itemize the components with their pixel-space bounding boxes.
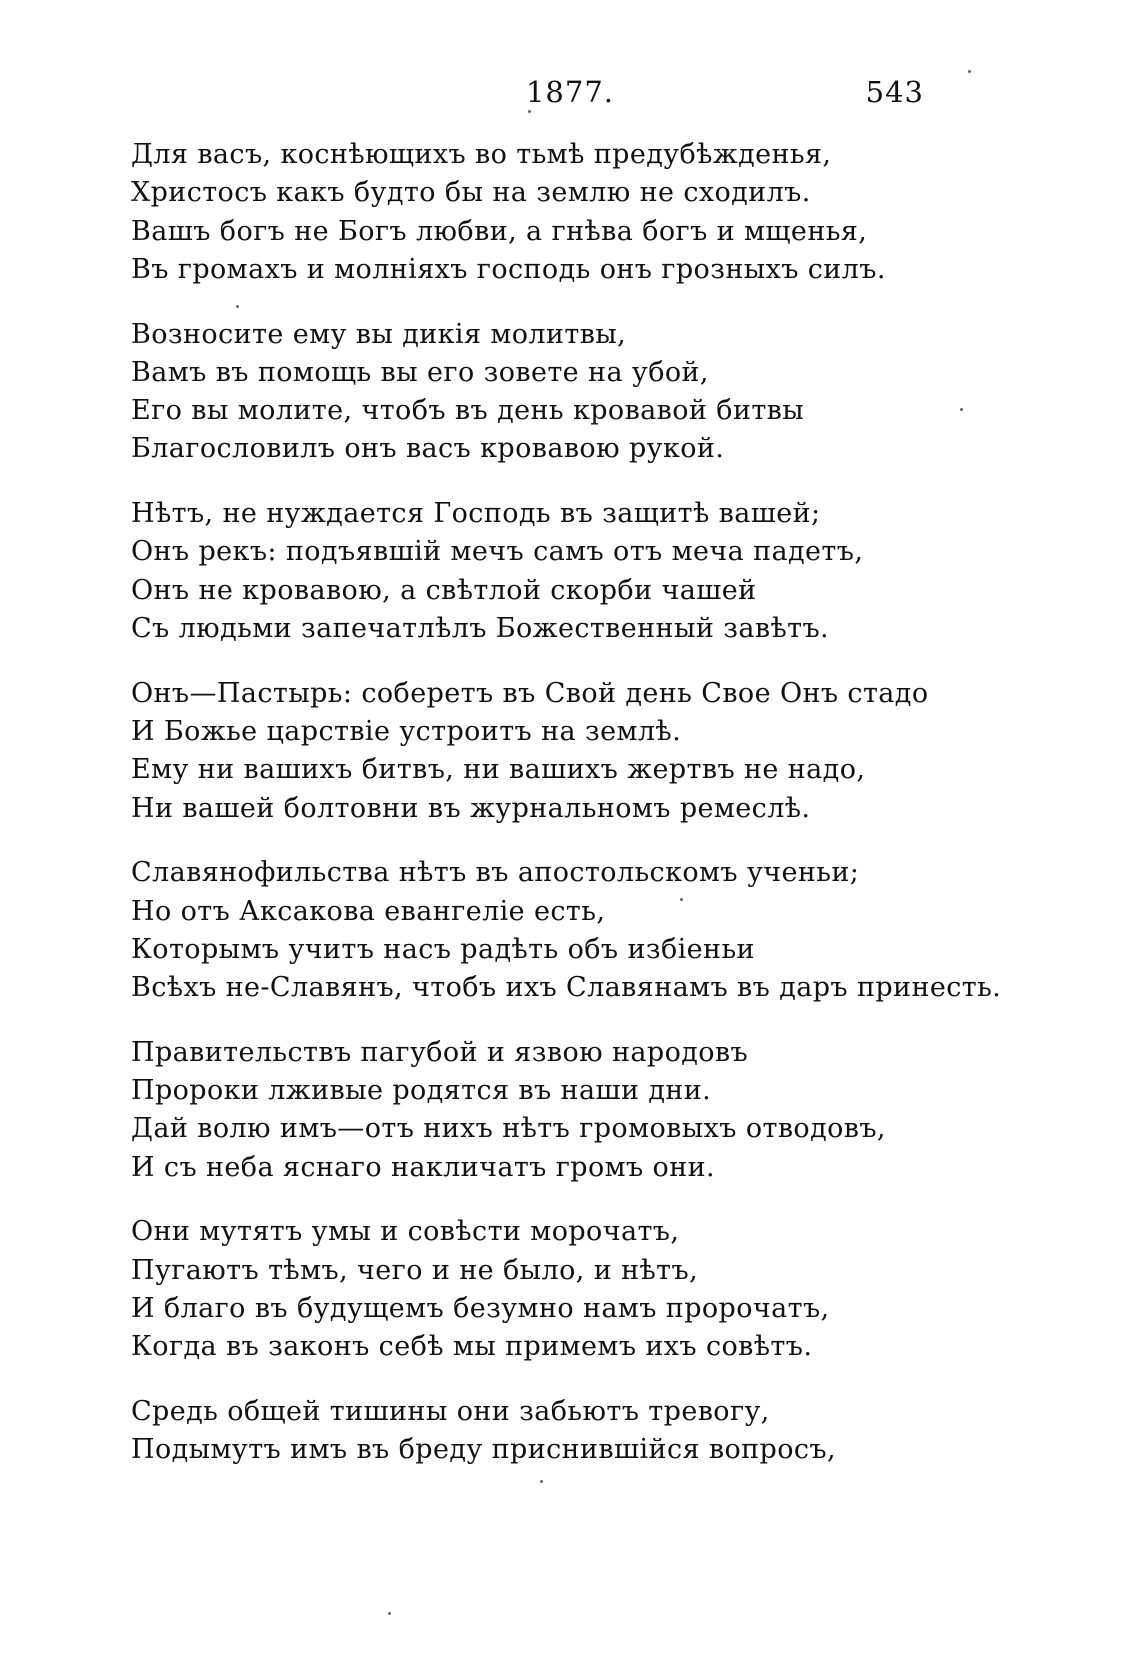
verse-line: Вашъ богъ не Богъ любви, а гнѣва богъ и мщенья, xyxy=(131,215,868,247)
verse-line: Съ людьми запечатлѣлъ Божественный завѣтъ. xyxy=(131,613,830,645)
running-head-year: 1877. xyxy=(525,75,615,109)
verse-line: Благословилъ онъ васъ кровавою рукой. xyxy=(131,433,725,465)
verse-line: Подымутъ имъ въ бреду приснившійся вопросъ, xyxy=(131,1434,836,1466)
verse-line: Дай волю имъ—отъ нихъ нѣтъ громовыхъ отводовъ, xyxy=(131,1113,886,1145)
verse-line: Его вы молите, чтобъ въ день кровавой битвы xyxy=(131,395,805,427)
verse-line: Они мутятъ умы и совѣсти морочатъ, xyxy=(131,1216,680,1248)
verse-line: Пророки лживые родятся въ наши дни. xyxy=(131,1075,712,1107)
stanza xyxy=(131,495,1031,648)
stanza xyxy=(131,675,1031,828)
print-speck xyxy=(236,305,239,308)
verse-line: Всѣхъ не-Славянъ, чтобъ ихъ Славянамъ въ даръ принесть. xyxy=(131,972,1002,1004)
verse-line: И съ неба яснаго накличатъ громъ они. xyxy=(131,1151,715,1183)
print-speck xyxy=(968,70,971,73)
verse-line: Вамъ въ помощь вы его зовете на убой, xyxy=(131,356,709,388)
stanza xyxy=(131,136,1031,289)
page-number: 543 xyxy=(865,75,924,109)
print-speck xyxy=(960,408,963,411)
print-speck xyxy=(680,898,683,901)
verse-line: Средь общей тишины они забьютъ тревогу, xyxy=(131,1396,770,1428)
stanza xyxy=(131,1213,1031,1366)
verse-line: Ни вашей болтовни въ журнальномъ ремеслѣ. xyxy=(131,792,811,824)
verse-line: Онъ рекъ: подъявшій мечъ самъ отъ меча падетъ, xyxy=(131,536,864,568)
verse-line: Онъ не кровавою, а свѣтлой скорби чашей xyxy=(131,574,757,606)
verse-line: Когда въ законъ себѣ мы примемъ ихъ совѣтъ. xyxy=(131,1331,813,1363)
verse-line: Для васъ, коснѣющихъ во тьмѣ предубѣжденья, xyxy=(131,139,832,170)
verse-line: Возносите ему вы дикія молитвы, xyxy=(131,318,627,350)
print-speck xyxy=(540,1480,543,1483)
verse-line: Христосъ какъ будто бы на землю не сходилъ. xyxy=(131,177,811,209)
verse-line: Славянофильства нѣтъ въ апостольскомъ ученьи; xyxy=(131,857,860,889)
verse-line: И Божье царствіе устроитъ на землѣ. xyxy=(131,716,682,748)
stanza xyxy=(131,316,1031,469)
verse-line: Но отъ Аксакова евангеліе есть, xyxy=(131,895,606,927)
verse-line: И благо въ будущемъ безумно намъ пророчатъ, xyxy=(131,1293,830,1325)
stanza xyxy=(131,854,1031,1007)
verse-line: Пугаютъ тѣмъ, чего и не было, и нѣтъ, xyxy=(131,1254,699,1286)
print-speck xyxy=(528,110,531,113)
verse-line: Онъ—Пастырь: соберетъ въ Свой день Свое Онъ стадо xyxy=(131,677,929,709)
verse-line: Которымъ учитъ насъ радѣть объ избіеньи xyxy=(131,933,755,965)
stanza xyxy=(131,1034,1031,1187)
verse-line: Въ громахъ и молніяхъ господь онъ грозныхъ силъ. xyxy=(131,253,886,285)
verse-line: Правительствъ пагубой и язвою народовъ xyxy=(131,1036,749,1068)
verse-line: Ему ни вашихъ битвъ, ни вашихъ жертвъ не надо, xyxy=(131,754,866,786)
verse-line: Нѣтъ, не нуждается Господь въ защитѣ вашей; xyxy=(131,498,821,530)
stanza xyxy=(131,1393,1031,1470)
print-speck xyxy=(388,1612,391,1615)
poem-body xyxy=(131,136,1031,1496)
